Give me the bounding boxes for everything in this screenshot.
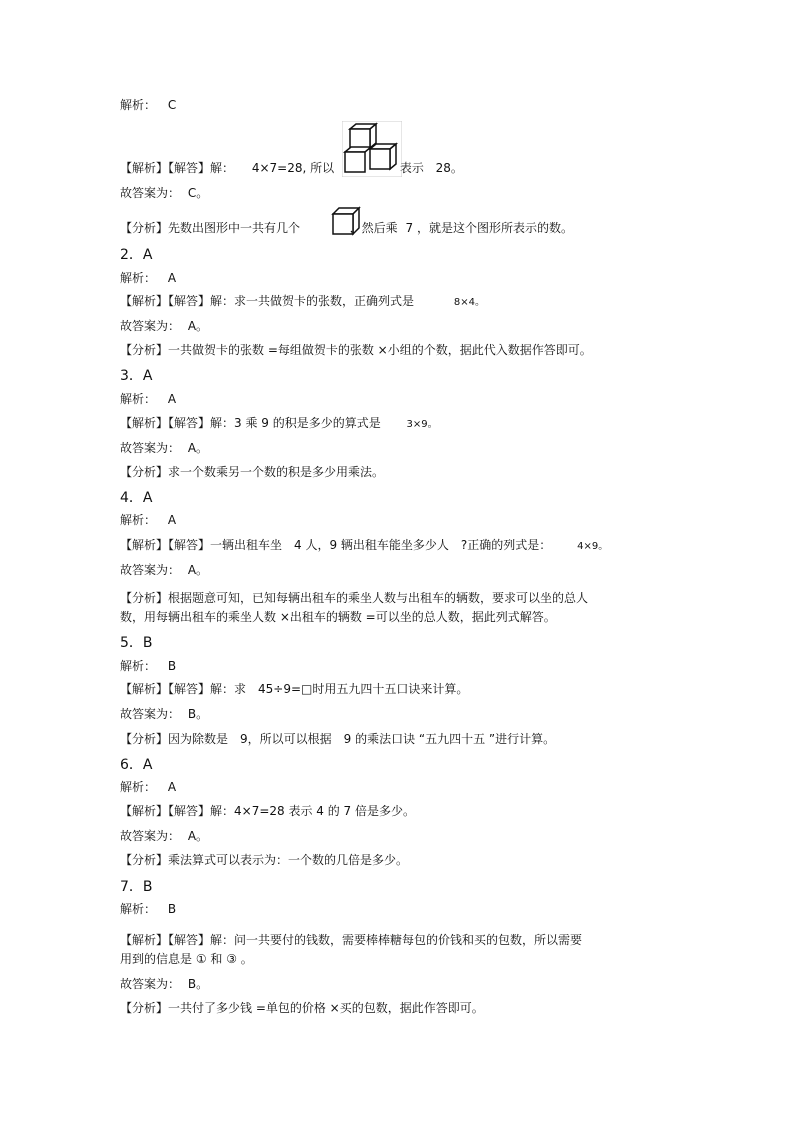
- question-number: 3．A: [120, 368, 153, 384]
- q1-jiexi: 解析： C: [120, 98, 177, 112]
- analysis-line-2: 数，用每辆出租车的乘坐人数 ×出租车的辆数 =可以坐的总人数，据此列式解答。: [120, 610, 556, 624]
- final-answer-line: 故答案为： A。: [120, 441, 209, 455]
- q1-jiexi-answer: C: [167, 98, 177, 112]
- final-answer-line: 故答案为： A。: [120, 563, 209, 577]
- analysis-line: 【分析】求一个数乘另一个数的积是多少用乘法。: [120, 465, 385, 479]
- final-answer-line: 故答案为： A。: [120, 829, 209, 843]
- question-number: 2．A: [120, 247, 153, 263]
- question-number: 4．A: [120, 490, 153, 506]
- jiexi-line: 解析： A: [120, 392, 177, 406]
- analysis-line: 【分析】根据题意可知，已知每辆出租车的乘坐人数与出租车的辆数，要求可以坐的总人: [120, 591, 589, 605]
- jiexi-line: 解析： A: [120, 271, 177, 285]
- solve-line: 【解析】【解答】解：求 45÷9=□时用五九四十五口诀来计算。: [120, 682, 469, 696]
- question-number: 6．A: [120, 757, 153, 773]
- final-answer-line: 故答案为： B。: [120, 977, 209, 991]
- question-number: 7．B: [120, 879, 153, 895]
- solve-line: 【解析】【解答】解：4×7=28 表示 4 的 7 倍是多少。: [120, 804, 415, 818]
- solve-line: 【解析】【解答】解：问一共要付的钱数，需要棒棒糖每包的价钱和买的包数，所以需要: [120, 933, 583, 947]
- q1-final: 故答案为： C。: [120, 186, 209, 200]
- analysis-line: 【分析】一共做贺卡的张数 =每组做贺卡的张数 ×小组的个数，据此代入数据作答即可。: [120, 343, 592, 357]
- q1-analysis: 【分析】先数出图形中一共有几个 ，然后乘 7 ，就是这个图形所表示的数。: [120, 221, 573, 235]
- solve-line: 【解析】【解答】一辆出租车坐 4 人，9 辆出租车能坐多少人 ?正确的列式是： 4×9。: [120, 538, 609, 552]
- solve-line-2: 用到的信息是 ① 和 ③ 。: [120, 952, 253, 966]
- jiexi-line: 解析： B: [120, 902, 177, 916]
- question-number: 5．B: [120, 635, 153, 651]
- analysis-line: 【分析】一共付了多少钱 =单包的价格 ×买的包数，据此作答即可。: [120, 1001, 484, 1015]
- jiexi-line: 解析： B: [120, 659, 177, 673]
- final-answer-line: 故答案为： A。: [120, 319, 209, 333]
- solve-line: 【解析】【解答】解：求一共做贺卡的张数，正确列式是 8×4。: [120, 294, 485, 308]
- solve-line: 【解析】【解答】解：3 乘 9 的积是多少的算式是 3×9。: [120, 416, 438, 430]
- jiexi-line: 解析： A: [120, 513, 177, 527]
- final-answer-line: 故答案为： B。: [120, 707, 209, 721]
- jiexi-line: 解析： A: [120, 780, 177, 794]
- analysis-line: 【分析】乘法算式可以表示为：一个数的几倍是多少。: [120, 853, 409, 867]
- analysis-line: 【分析】因为除数是 9，所以可以根据 9 的乘法口诀 “五九四十五 ”进行计算。: [120, 732, 556, 746]
- q1-solve: 【解析】【解答】解： 4×7=28, 所以 表示 28。: [120, 161, 463, 175]
